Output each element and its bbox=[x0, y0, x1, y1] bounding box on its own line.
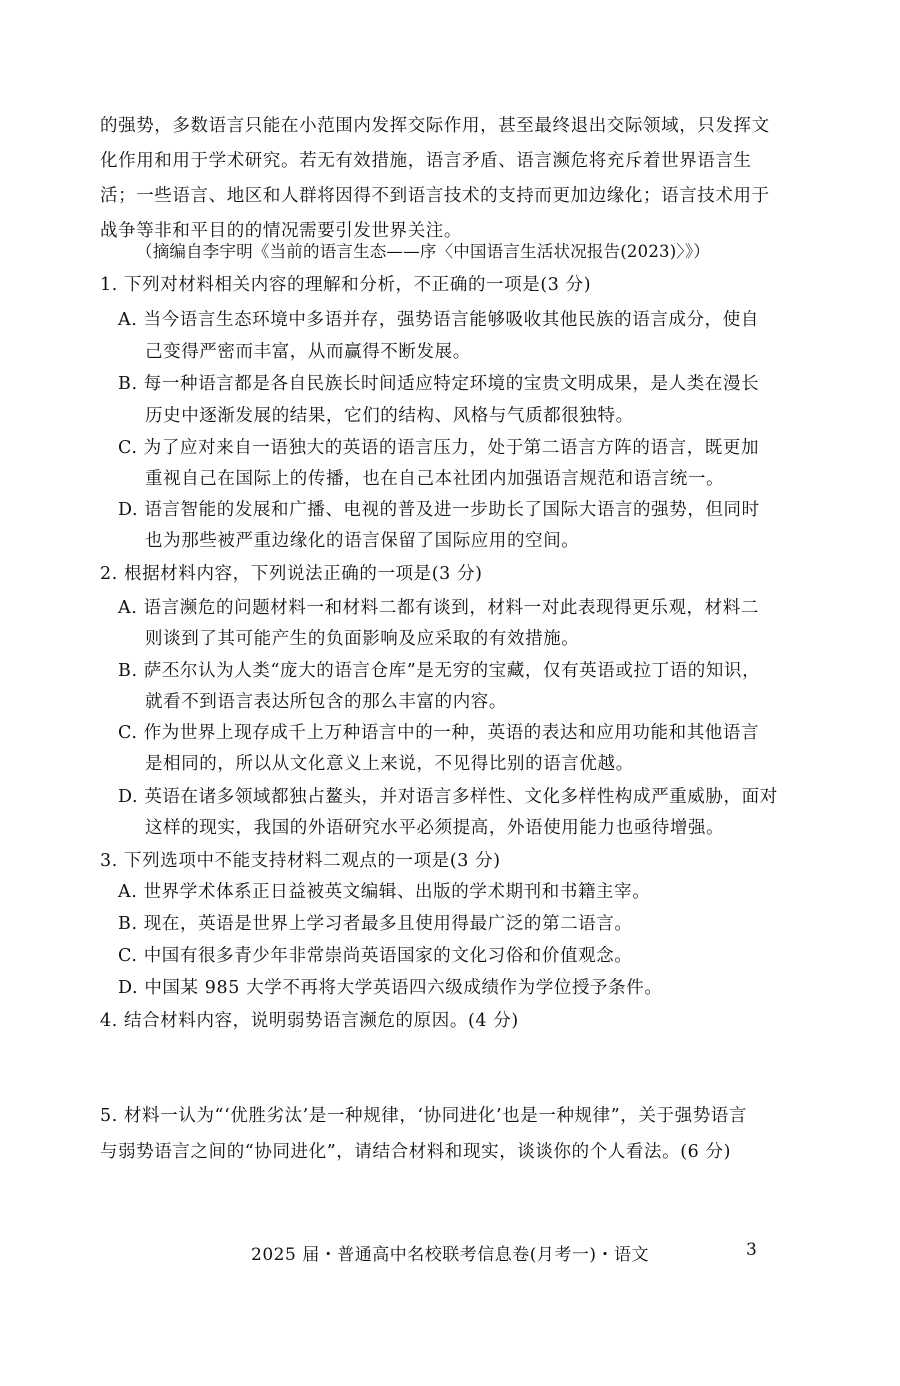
source-citation: （摘编自李宇明《当前的语言生态——序〈中国语言生活状况报告(2023)〉》） bbox=[136, 242, 710, 261]
question-5-stem: 5. 材料一认为“‘优胜劣汰’是一种规律，‘协同进化’也是一种规律”，关于强势语言 bbox=[100, 1106, 748, 1126]
question-2-option-b-cont: 就看不到语言表达所包含的那么丰富的内容。 bbox=[145, 692, 507, 712]
question-2-option-c-cont: 是相同的，所以从文化意义上来说，不见得比别的语言优越。 bbox=[145, 754, 634, 774]
question-3-stem: 3. 下列选项中不能支持材料二观点的一项是(3 分) bbox=[100, 851, 501, 871]
passage-line: 战争等非和平目的的情况需要引发世界关注。 bbox=[100, 221, 462, 241]
question-2-option-b: B. 萨丕尔认为人类“庞大的语言仓库”是无穷的宝藏，仅有英语或拉丁语的知识， bbox=[118, 661, 761, 681]
footer-title: 2025 届・普通高中名校联考信息卷(月考一)・语文 bbox=[251, 1245, 649, 1265]
question-3-option-d: D. 中国某 985 大学不再将大学英语四六级成绩作为学位授予条件。 bbox=[118, 978, 663, 998]
page-number: 3 bbox=[746, 1240, 758, 1260]
question-1-option-b: B. 每一种语言都是各自民族长时间适应特定环境的宝贵文明成果，是人类在漫长 bbox=[118, 374, 760, 394]
question-3-option-a: A. 世界学术体系正日益被英文编辑、出版的学术期刊和书籍主宰。 bbox=[118, 882, 651, 902]
question-1-option-c: C. 为了应对来自一语独大的英语的语言压力，处于第二语言方阵的语言，既更加 bbox=[118, 438, 760, 458]
question-1-option-d: D. 语言智能的发展和广播、电视的普及进一步助长了国际大语言的强势，但同时 bbox=[118, 500, 760, 520]
question-3-option-c: C. 中国有很多青少年非常崇尚英语国家的文化习俗和价值观念。 bbox=[118, 946, 633, 966]
question-3-option-b: B. 现在，英语是世界上学习者最多且使用得最广泛的第二语言。 bbox=[118, 914, 633, 934]
passage-line: 活；一些语言、地区和人群将因得不到语言技术的支持而更加边缘化；语言技术用于 bbox=[100, 186, 770, 206]
question-1-option-d-cont: 也为那些被严重边缘化的语言保留了国际应用的空间。 bbox=[145, 531, 580, 551]
passage-line: 化作用和用于学术研究。若无有效措施，语言矛盾、语言濒危将充斥着世界语言生 bbox=[100, 151, 752, 171]
question-2-option-d: D. 英语在诸多领域都独占鳌头，并对语言多样性、文化多样性构成严重威胁，面对 bbox=[118, 787, 778, 807]
question-1-option-c-cont: 重视自己在国际上的传播，也在自己本社团内加强语言规范和语言统一。 bbox=[145, 469, 725, 489]
question-2-option-a-cont: 则谈到了其可能产生的负面影响及应采取的有效措施。 bbox=[145, 629, 580, 649]
question-1-option-a-cont: 己变得严密而丰富，从而赢得不断发展。 bbox=[145, 342, 471, 362]
question-5-stem-cont: 与弱势语言之间的“协同进化”，请结合材料和现实，谈谈你的个人看法。(6 分) bbox=[100, 1142, 732, 1162]
question-1-option-b-cont: 历史中逐渐发展的结果，它们的结构、风格与气质都很独特。 bbox=[145, 406, 634, 426]
question-2-option-c: C. 作为世界上现存成千上万种语言中的一种，英语的表达和应用功能和其他语言 bbox=[118, 723, 760, 743]
question-2-option-a: A. 语言濒危的问题材料一和材料二都有谈到，材料一对此表现得更乐观，材料二 bbox=[118, 598, 759, 618]
question-4-stem: 4. 结合材料内容，说明弱势语言濒危的原因。(4 分) bbox=[100, 1011, 519, 1031]
passage-line: 的强势，多数语言只能在小范围内发挥交际作用，甚至最终退出交际领域，只发挥文 bbox=[100, 116, 770, 136]
question-2-stem: 2. 根据材料内容，下列说法正确的一项是(3 分) bbox=[100, 564, 483, 584]
page-footer bbox=[0, 1240, 900, 1270]
question-2-option-d-cont: 这样的现实，我国的外语研究水平必须提高，外语使用能力也亟待增强。 bbox=[145, 818, 725, 838]
question-1-option-a: A. 当今语言生态环境中多语并存，强势语言能够吸收其他民族的语言成分，使自 bbox=[118, 310, 759, 330]
question-1-stem: 1. 下列对材料相关内容的理解和分析，不正确的一项是(3 分) bbox=[100, 275, 592, 295]
